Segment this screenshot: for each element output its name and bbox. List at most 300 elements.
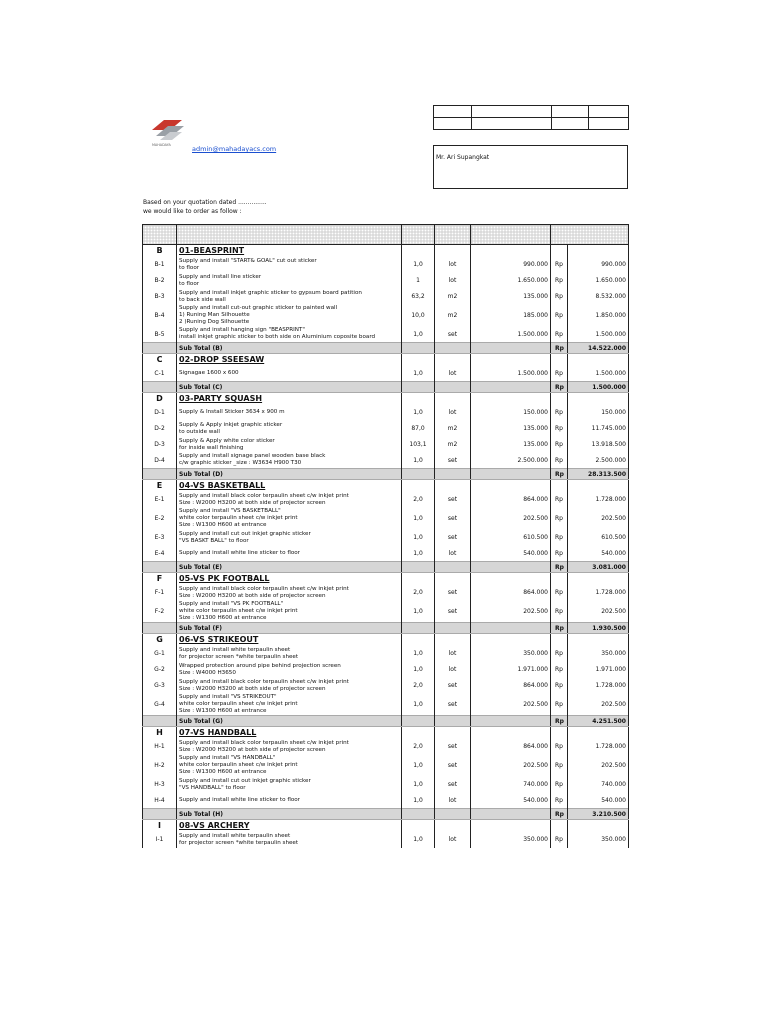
item-description xyxy=(177,662,402,678)
item-currency: Rp xyxy=(551,755,568,777)
subtotal-label: Sub Total (G) xyxy=(177,716,402,727)
line-item-row xyxy=(143,508,629,530)
empty-cell xyxy=(568,573,629,585)
subtotal-currency: Rp xyxy=(551,623,568,634)
item-total: 1.650.000 xyxy=(568,273,629,289)
section-header-row xyxy=(143,393,629,405)
section-title: 04-VS BASKETBALL xyxy=(177,480,402,492)
item-unit: set xyxy=(435,777,471,793)
item-total: 540.000 xyxy=(568,793,629,809)
item-description xyxy=(177,739,402,755)
line-item-row xyxy=(143,601,629,623)
item-currency: Rp xyxy=(551,546,568,562)
item-currency: Rp xyxy=(551,273,568,289)
empty-cell xyxy=(402,343,435,354)
line-item-row xyxy=(143,421,629,437)
line-item-row xyxy=(143,793,629,809)
empty-cell xyxy=(402,623,435,634)
description-line: white color terpaulin sheet c/w inkjet print xyxy=(179,700,298,707)
item-code: F-1 xyxy=(143,585,177,601)
empty-cell xyxy=(471,820,551,832)
subtotal-row xyxy=(143,382,629,393)
description-line: white color terpaulin sheet c/w inkjet print xyxy=(179,762,298,768)
item-unit: set xyxy=(435,755,471,777)
item-code: H-3 xyxy=(143,777,177,793)
item-total: 202.500 xyxy=(568,508,629,530)
description-line: to floor xyxy=(179,264,200,271)
line-item-row xyxy=(143,405,629,421)
item-quantity: 1,0 xyxy=(402,832,435,848)
empty-cell xyxy=(435,382,471,393)
item-quantity: 1,0 xyxy=(402,453,435,469)
line-item-row xyxy=(143,453,629,469)
item-quantity: 1,0 xyxy=(402,508,435,530)
subtotal-label: Sub Total (E) xyxy=(177,562,402,573)
item-unit: m2 xyxy=(435,289,471,305)
empty-cell xyxy=(471,343,551,354)
item-unit: lot xyxy=(435,793,471,809)
item-unit-price: 2.500.000 xyxy=(471,453,551,469)
subtotal-label: Sub Total (B) xyxy=(177,343,402,354)
item-unit: set xyxy=(435,492,471,508)
item-quantity: 1,0 xyxy=(402,777,435,793)
empty-cell xyxy=(471,354,551,366)
intro-line-1: Based on your quotation dated ............... xyxy=(143,199,267,206)
item-currency: Rp xyxy=(551,366,568,382)
item-currency: Rp xyxy=(551,257,568,273)
description-line: "VS BASKT BALL" to floor xyxy=(179,537,249,544)
description-line: to back side wall xyxy=(179,296,226,303)
item-quantity: 1,0 xyxy=(402,694,435,716)
item-description xyxy=(177,678,402,694)
item-unit-price: 540.000 xyxy=(471,546,551,562)
empty-cell xyxy=(568,480,629,492)
item-unit: lot xyxy=(435,662,471,678)
empty-cell xyxy=(435,562,471,573)
empty-cell xyxy=(551,820,568,832)
item-unit-price: 202.500 xyxy=(471,755,551,777)
description-line: to floor xyxy=(179,280,200,287)
empty-cell xyxy=(568,354,629,366)
line-item-row xyxy=(143,530,629,546)
item-unit: lot xyxy=(435,832,471,848)
empty-cell xyxy=(471,809,551,820)
item-code: D-3 xyxy=(143,437,177,453)
description-line: Size : W2000 H3200 at both side of projector screen xyxy=(179,685,326,692)
item-description xyxy=(177,405,402,421)
description-line: Supply and install inkjet graphic sticker to gypsum board patition xyxy=(179,289,362,296)
section-code: B xyxy=(143,245,177,257)
item-total: 202.500 xyxy=(568,755,629,777)
empty-cell xyxy=(435,469,471,480)
empty-cell xyxy=(435,820,471,832)
empty-cell xyxy=(471,469,551,480)
subtotal-row xyxy=(143,716,629,727)
empty-cell xyxy=(402,820,435,832)
item-total: 8.532.000 xyxy=(568,289,629,305)
item-code: D-1 xyxy=(143,405,177,421)
section-header-row xyxy=(143,573,629,585)
empty-cell xyxy=(551,480,568,492)
item-total: 350.000 xyxy=(568,832,629,848)
item-unit: m2 xyxy=(435,305,471,327)
item-unit: lot xyxy=(435,405,471,421)
empty-cell xyxy=(551,573,568,585)
item-total: 740.000 xyxy=(568,777,629,793)
description-line: Supply and install line sticker xyxy=(179,273,262,280)
item-quantity: 1,0 xyxy=(402,257,435,273)
section-title: 07-VS HANDBALL xyxy=(177,727,402,739)
description-line: Supply and install "VS STRIKEOUT" xyxy=(179,693,277,700)
item-description xyxy=(177,453,402,469)
empty-cell xyxy=(143,343,177,354)
empty-cell xyxy=(551,727,568,739)
item-quantity: 1 xyxy=(402,273,435,289)
empty-cell xyxy=(143,562,177,573)
empty-cell xyxy=(143,382,177,393)
empty-cell xyxy=(402,245,435,257)
item-description xyxy=(177,793,402,809)
item-quantity: 1,0 xyxy=(402,646,435,662)
subtotal-currency: Rp xyxy=(551,382,568,393)
description-line: 1) Runing Man Silhouette xyxy=(179,312,250,318)
line-item-row xyxy=(143,755,629,777)
item-currency: Rp xyxy=(551,646,568,662)
item-currency: Rp xyxy=(551,305,568,327)
description-line: Supply and install white line sticker to floor xyxy=(179,796,300,803)
item-unit-price: 350.000 xyxy=(471,832,551,848)
item-currency: Rp xyxy=(551,739,568,755)
item-quantity: 63,2 xyxy=(402,289,435,305)
description-line: Supply and install cut out inkjet graphic sticker xyxy=(179,530,311,537)
section-code: D xyxy=(143,393,177,405)
item-unit-price: 135.000 xyxy=(471,437,551,453)
description-line: "VS HANDBALL" to floor xyxy=(179,784,246,791)
item-unit: set xyxy=(435,694,471,716)
empty-cell xyxy=(435,343,471,354)
empty-cell xyxy=(402,393,435,405)
line-item-row xyxy=(143,366,629,382)
description-line: Supply and install "VS HANDBALL" xyxy=(179,755,276,761)
item-code: G-1 xyxy=(143,646,177,662)
item-description xyxy=(177,508,402,530)
empty-cell xyxy=(435,245,471,257)
description-line: white color terpaulin sheet c/w inkjet print xyxy=(179,515,298,521)
line-item-row xyxy=(143,437,629,453)
empty-cell xyxy=(143,809,177,820)
description-line: to outside wall xyxy=(179,428,220,435)
empty-cell xyxy=(471,393,551,405)
item-quantity: 2,0 xyxy=(402,492,435,508)
item-total: 202.500 xyxy=(568,601,629,623)
description-line: Supply and install black color terpaulin sheet c/w inkjet print xyxy=(179,492,349,499)
description-line: Supply and install black color terpaulin sheet c/w inkjet print xyxy=(179,739,349,746)
empty-cell xyxy=(435,809,471,820)
section-code: H xyxy=(143,727,177,739)
description-line: Size : W1300 H600 at entrance xyxy=(179,614,267,621)
item-code: E-3 xyxy=(143,530,177,546)
item-currency: Rp xyxy=(551,492,568,508)
item-quantity: 1,0 xyxy=(402,793,435,809)
empty-cell xyxy=(435,727,471,739)
item-unit-price: 202.500 xyxy=(471,601,551,623)
empty-cell xyxy=(143,469,177,480)
item-code: B-5 xyxy=(143,327,177,343)
item-unit: m2 xyxy=(435,437,471,453)
empty-cell xyxy=(471,573,551,585)
empty-cell xyxy=(568,727,629,739)
line-item-row xyxy=(143,678,629,694)
item-currency: Rp xyxy=(551,405,568,421)
description-line: Size : W2000 H3200 at both side of projector screen xyxy=(179,746,326,753)
item-quantity: 103,1 xyxy=(402,437,435,453)
item-description xyxy=(177,273,402,289)
section-header-row xyxy=(143,480,629,492)
item-total: 11.745.000 xyxy=(568,421,629,437)
item-currency: Rp xyxy=(551,694,568,716)
line-item-row xyxy=(143,777,629,793)
item-description xyxy=(177,421,402,437)
empty-cell xyxy=(471,480,551,492)
line-item-row xyxy=(143,832,629,848)
empty-cell xyxy=(402,716,435,727)
item-total: 350.000 xyxy=(568,646,629,662)
item-description xyxy=(177,777,402,793)
logo-text: MAHADAYA xyxy=(152,143,171,147)
description-line: Supply and install "VS BASKETBALL" xyxy=(179,508,281,514)
empty-cell xyxy=(402,354,435,366)
item-unit-price: 610.500 xyxy=(471,530,551,546)
item-quantity: 1,0 xyxy=(402,546,435,562)
description-line: Supply & Apply inkjet graphic sticker xyxy=(179,421,283,428)
empty-cell xyxy=(435,573,471,585)
company-logo xyxy=(148,114,188,148)
empty-cell xyxy=(551,393,568,405)
item-unit-price: 864.000 xyxy=(471,678,551,694)
empty-cell xyxy=(471,727,551,739)
empty-cell xyxy=(143,716,177,727)
empty-cell xyxy=(402,727,435,739)
line-item-row xyxy=(143,305,629,327)
subtotal-value: 14.522.000 xyxy=(568,343,629,354)
item-unit: lot xyxy=(435,273,471,289)
item-quantity: 1,0 xyxy=(402,530,435,546)
empty-cell xyxy=(551,634,568,646)
table-header-row xyxy=(143,225,629,245)
item-unit: set xyxy=(435,508,471,530)
description-line: Supply and install "VS PK FOOTBALL" xyxy=(179,600,284,607)
empty-cell xyxy=(435,716,471,727)
item-currency: Rp xyxy=(551,327,568,343)
line-item-row xyxy=(143,273,629,289)
section-code: F xyxy=(143,573,177,585)
description-line: Supply & Install Sticker 3634 x 900 m xyxy=(179,409,285,415)
item-unit: lot xyxy=(435,257,471,273)
item-code: E-2 xyxy=(143,508,177,530)
description-line: Supply and install signage panel wooden base black xyxy=(179,453,326,460)
empty-cell xyxy=(568,245,629,257)
description-line: install inkjet graphic sticker to both side on Aluminium coposite board xyxy=(179,334,376,341)
empty-cell xyxy=(402,480,435,492)
item-currency: Rp xyxy=(551,662,568,678)
item-total: 1.500.000 xyxy=(568,366,629,382)
item-unit: set xyxy=(435,530,471,546)
line-item-row xyxy=(143,546,629,562)
empty-cell xyxy=(471,623,551,634)
item-code: H-4 xyxy=(143,793,177,809)
description-line: Supply and install "START& GOAL" cut out sticker xyxy=(179,257,317,264)
subtotal-value: 1.930.500 xyxy=(568,623,629,634)
item-total: 540.000 xyxy=(568,546,629,562)
subtotal-value: 28.313.500 xyxy=(568,469,629,480)
item-quantity: 2,0 xyxy=(402,678,435,694)
empty-cell xyxy=(435,480,471,492)
empty-cell xyxy=(551,354,568,366)
order-table xyxy=(142,224,629,848)
item-description xyxy=(177,327,402,343)
empty-cell xyxy=(402,634,435,646)
section-header-row xyxy=(143,727,629,739)
item-unit-price: 135.000 xyxy=(471,289,551,305)
empty-cell xyxy=(435,354,471,366)
empty-cell xyxy=(402,809,435,820)
item-total: 1.971.000 xyxy=(568,662,629,678)
description-line: Wrapped protection around pipe behind projection screen xyxy=(179,662,341,669)
description-line: Supply and install cut-out graphic sticker to painted wall xyxy=(179,305,338,311)
item-code: G-3 xyxy=(143,678,177,694)
subtotal-currency: Rp xyxy=(551,562,568,573)
empty-cell xyxy=(402,382,435,393)
item-unit-price: 864.000 xyxy=(471,585,551,601)
item-total: 150.000 xyxy=(568,405,629,421)
item-unit: set xyxy=(435,678,471,694)
item-currency: Rp xyxy=(551,421,568,437)
item-quantity: 2,0 xyxy=(402,739,435,755)
description-line: Size : W1300 H600 at entrance xyxy=(179,769,267,775)
line-item-row xyxy=(143,646,629,662)
item-quantity: 1,0 xyxy=(402,755,435,777)
item-description xyxy=(177,585,402,601)
empty-cell xyxy=(402,469,435,480)
item-description xyxy=(177,694,402,716)
item-code: G-4 xyxy=(143,694,177,716)
description-line: Supply and install black color terpaulin sheet c/w inkjet print xyxy=(179,585,349,592)
section-header-row xyxy=(143,634,629,646)
line-item-row xyxy=(143,327,629,343)
section-title: 01-BEASPRINT xyxy=(177,245,402,257)
description-line: for projector screen *white terpaulin sheet xyxy=(179,653,299,660)
description-line: Supply and install white terpaulin sheet xyxy=(179,832,291,839)
empty-cell xyxy=(568,634,629,646)
item-unit-price: 864.000 xyxy=(471,492,551,508)
section-title: 08-VS ARCHERY xyxy=(177,820,402,832)
item-currency: Rp xyxy=(551,832,568,848)
item-total: 13.918.500 xyxy=(568,437,629,453)
item-code: D-4 xyxy=(143,453,177,469)
subtotal-value: 3.210.500 xyxy=(568,809,629,820)
description-line: Size : W2000 H3200 at both side of projector screen xyxy=(179,592,326,599)
item-description xyxy=(177,755,402,777)
description-line: Supply and install black color terpaulin sheet c/w inkjet print xyxy=(179,678,349,685)
item-unit-price: 864.000 xyxy=(471,739,551,755)
empty-cell xyxy=(143,623,177,634)
item-code: F-2 xyxy=(143,601,177,623)
item-unit: set xyxy=(435,585,471,601)
subtotal-row xyxy=(143,809,629,820)
description-line: Supply & Apply white color sticker xyxy=(179,437,275,444)
description-line: Size : W2000 H3200 at both side of projector screen xyxy=(179,499,326,506)
item-unit: set xyxy=(435,453,471,469)
item-unit: lot xyxy=(435,366,471,382)
description-line: Supply and install cut out inkjet graphic sticker xyxy=(179,777,311,784)
item-description xyxy=(177,257,402,273)
description-line: Supply and install hanging sign "BEASPRINT" xyxy=(179,327,305,334)
description-line: Size : W1300 H600 at entrance xyxy=(179,707,267,714)
item-unit: lot xyxy=(435,546,471,562)
item-total: 1.500.000 xyxy=(568,327,629,343)
item-currency: Rp xyxy=(551,793,568,809)
subtotal-row xyxy=(143,562,629,573)
item-unit: set xyxy=(435,739,471,755)
section-title: 02-DROP SSEESAW xyxy=(177,354,402,366)
item-currency: Rp xyxy=(551,453,568,469)
subtotal-currency: Rp xyxy=(551,469,568,480)
description-line: Supply and install white terpaulin sheet xyxy=(179,646,291,653)
subtotal-value: 3.081.000 xyxy=(568,562,629,573)
description-line: white color terpaulin sheet c/w inkjet print xyxy=(179,607,298,614)
intro-text xyxy=(143,198,267,216)
subtotal-row xyxy=(143,623,629,634)
item-total: 990.000 xyxy=(568,257,629,273)
empty-cell xyxy=(402,573,435,585)
item-code: B-1 xyxy=(143,257,177,273)
item-code: H-2 xyxy=(143,755,177,777)
item-description xyxy=(177,289,402,305)
item-currency: Rp xyxy=(551,437,568,453)
empty-cell xyxy=(471,562,551,573)
description-line: for inside wall finishing xyxy=(179,444,244,451)
subtotal-row xyxy=(143,343,629,354)
reference-grid xyxy=(433,105,629,130)
empty-cell xyxy=(471,245,551,257)
item-unit: m2 xyxy=(435,421,471,437)
empty-cell xyxy=(568,820,629,832)
item-code: B-4 xyxy=(143,305,177,327)
description-line: Supply and install white line sticker to floor xyxy=(179,549,300,556)
section-header-row xyxy=(143,245,629,257)
subtotal-currency: Rp xyxy=(551,809,568,820)
item-currency: Rp xyxy=(551,289,568,305)
section-code: E xyxy=(143,480,177,492)
section-code: C xyxy=(143,354,177,366)
description-line: 2 )Runing Dog Silhouette xyxy=(179,319,250,325)
recipient-box xyxy=(433,145,628,189)
email-link[interactable]: admin@mahadayacs.com xyxy=(192,145,277,153)
recipient-name: Mr. Ari Supangkat xyxy=(436,154,490,161)
line-item-row xyxy=(143,694,629,716)
item-description xyxy=(177,366,402,382)
item-quantity: 1,0 xyxy=(402,327,435,343)
item-quantity: 2,0 xyxy=(402,585,435,601)
item-currency: Rp xyxy=(551,777,568,793)
empty-cell xyxy=(471,634,551,646)
item-description xyxy=(177,437,402,453)
item-unit-price: 1.500.000 xyxy=(471,327,551,343)
item-code: I-1 xyxy=(143,832,177,848)
item-unit-price: 740.000 xyxy=(471,777,551,793)
line-item-row xyxy=(143,585,629,601)
subtotal-value: 4.251.500 xyxy=(568,716,629,727)
